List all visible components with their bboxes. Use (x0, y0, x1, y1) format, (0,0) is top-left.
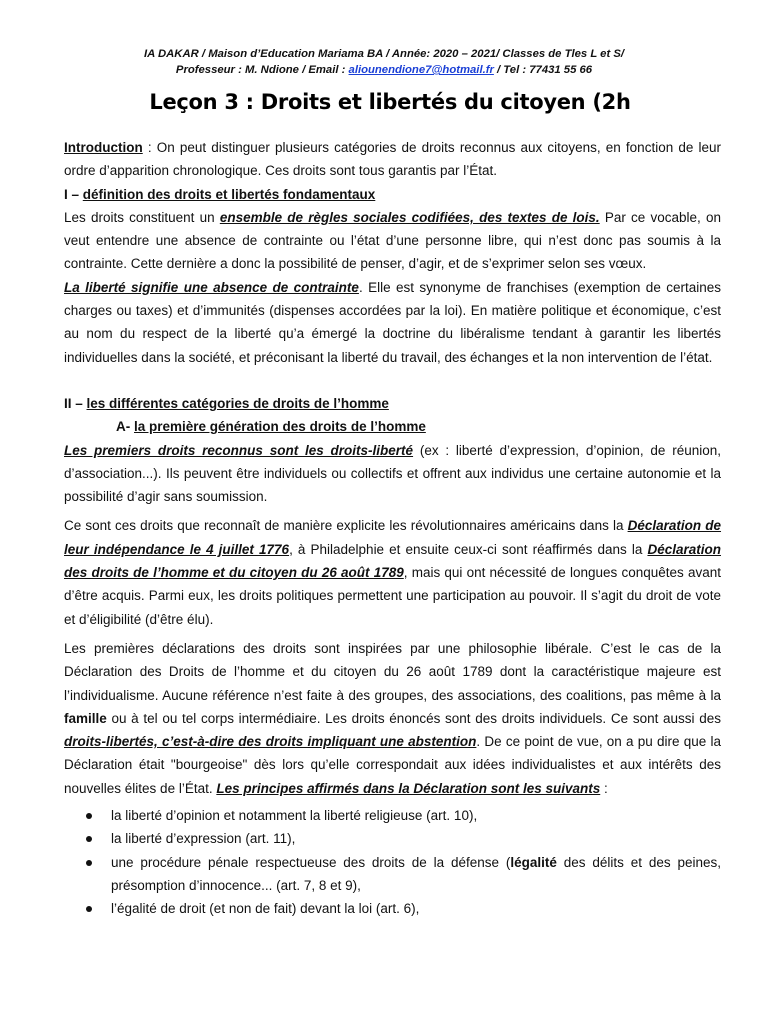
emphasis-text: Les principes affirmés dans la Déclaration sont les suivants (216, 780, 601, 796)
bullet-icon (86, 860, 92, 866)
text-run: , mais qui ont nécessité de longues conquêtes avant d’être acquis. Parmi eux, les droits politiques permettent une participation au pouvoir. Il s’agit du droit de vote et d’éligibilité (d’être élu). (64, 565, 721, 627)
bold-text: légalité (510, 854, 557, 870)
email-link[interactable]: aliounendione7@hotmail.fr (348, 64, 494, 76)
bold-text: famille (64, 710, 107, 726)
section-1-title: définition des droits et libertés fondamentaux (82, 186, 376, 202)
header-line-1: IA DAKAR / Maison d’Education Mariama BA / Année: 2020 – 2021/ Classes de Tles L et S/ (143, 48, 625, 60)
text-run: Ce sont ces droits que reconnaît de manière explicite les révolutionnaires américains dans la (64, 518, 628, 534)
section-1-prefix: I – (64, 186, 83, 202)
bullet-icon (86, 813, 92, 819)
emphasis-text: La liberté signifie une absence de contrainte (64, 279, 359, 295)
text-run: Les droits constituent un (64, 209, 220, 225)
intro-label: Introduction (64, 140, 143, 155)
list-item-text: des délits et des peines, présomption d’innocence... (art. 7, 8 et 9), (111, 854, 721, 893)
list-item (64, 804, 721, 827)
document-body (64, 136, 721, 921)
section-2-paragraph-3 (64, 637, 721, 800)
document-header (0, 46, 768, 78)
text-run: . De ce point de vue, on a pu dire que la Déclaration était "bourgeoise" dès lors qu’elle correspondait aux idées individualistes et aux intérêts des nouvelles élites de l’État. (64, 734, 721, 796)
list-item-text: l’égalité de droit (et non de fait) devant la loi (art. 6), (111, 901, 420, 917)
section-2-title: les différentes catégories de droits de l’homme (86, 395, 389, 411)
text-run: Les premières déclarations des droits sont inspirées par une philosophie libérale. C’est le cas de la Déclaration des Droits de l’homme et du citoyen du 26 août 1789 dont la caractéristique majeure est l’individualisme. Aucune référence n’est faite à des groupes, des associations, des coalitions, pas même à la (64, 640, 721, 703)
text-run: Par ce vocable, on veut entendre une absence de contrainte ou l’état d’une personne libre, qui n’est donc pas soumis à la contrainte. Cette dernière a donc la possibilité de penser, d’agir, et de s’exprimer selon ses vœux. (64, 209, 721, 272)
emphasis-text: droits-libertés, c’est-à-dire des droits impliquant une abstention (64, 734, 477, 750)
section-2-heading (64, 392, 721, 415)
list-item (64, 851, 721, 898)
header-phone: / Tel : 77431 55 66 (493, 64, 593, 76)
bullet-icon (86, 836, 92, 842)
header-line-2 (0, 62, 768, 78)
list-item (64, 897, 721, 920)
section-1-paragraph-2 (64, 276, 721, 369)
subsection-a-heading (64, 415, 721, 438)
section-2-paragraph-2 (64, 514, 721, 630)
list-item-text: la liberté d’expression (art. 11), (111, 831, 296, 847)
emphasis-text: Les premiers droits reconnus sont les droits-liberté (64, 442, 414, 458)
bullet-icon (86, 906, 92, 912)
section-1-paragraph-1 (64, 206, 721, 276)
section-1-heading (64, 183, 721, 206)
subsection-a-title: la première génération des droits de l’homme (134, 419, 426, 435)
intro-text: : On peut distinguer plusieurs catégories de droits reconnus aux citoyens, en fonction de leur ordre d’apparition chronologique. Ces droits sont tous garantis par l’État. (64, 140, 721, 179)
list-item-text: la liberté d’opinion et notamment la liberté religieuse (art. 10), (111, 808, 478, 824)
text-run: (ex : liberté d’expression, d’opinion, de réunion, d’association...). Ils peuvent être individuels ou collectifs et offrent aux individus une certaine autonomie et la possibilité d’agir sans soumission. (64, 442, 721, 505)
text-run: ou à tel ou tel corps intermédiaire. Les droits énoncés sont des droits individuels. Ce sont aussi des (106, 710, 721, 726)
emphasis-text: Déclaration de leur indépendance le 4 juillet 1776 (64, 518, 722, 557)
section-2-prefix: II – (64, 395, 87, 411)
subsection-a-prefix: A- (116, 419, 134, 435)
list-item-text: une procédure pénale respectueuse des droits de la défense ( (111, 854, 511, 870)
list-item (64, 827, 721, 850)
emphasis-text: Déclaration des droits de l’homme et du citoyen du 26 août 1789 (64, 541, 721, 581)
header-professor: Professeur : M. Ndione / Email : (175, 64, 349, 76)
text-run: , à Philadelphie et ensuite ceux-ci sont réaffirmés dans la (289, 541, 648, 557)
lesson-title: Leçon 3 : Droits et libertés du citoyen (2h (149, 90, 631, 114)
text-run: : (600, 780, 608, 796)
text-run: . Elle est synonyme de franchises (exemption de certaines charges ou taxes) et d’immunités (dispenses accordées par la loi). En matière politique et économique, c’est au nom du respect de la liberté qu’a émergé la doctrine du libéralisme tendant à garantir les libertés individuelles dans la société, et préconisant la liberté du travail, des échanges et la non intervention de l’état. (64, 279, 721, 365)
intro-paragraph (64, 136, 721, 183)
emphasis-text: ensemble de règles sociales codifiées, des textes de lois. (219, 209, 600, 225)
section-2-paragraph-1 (64, 439, 721, 509)
principles-list (64, 804, 721, 920)
